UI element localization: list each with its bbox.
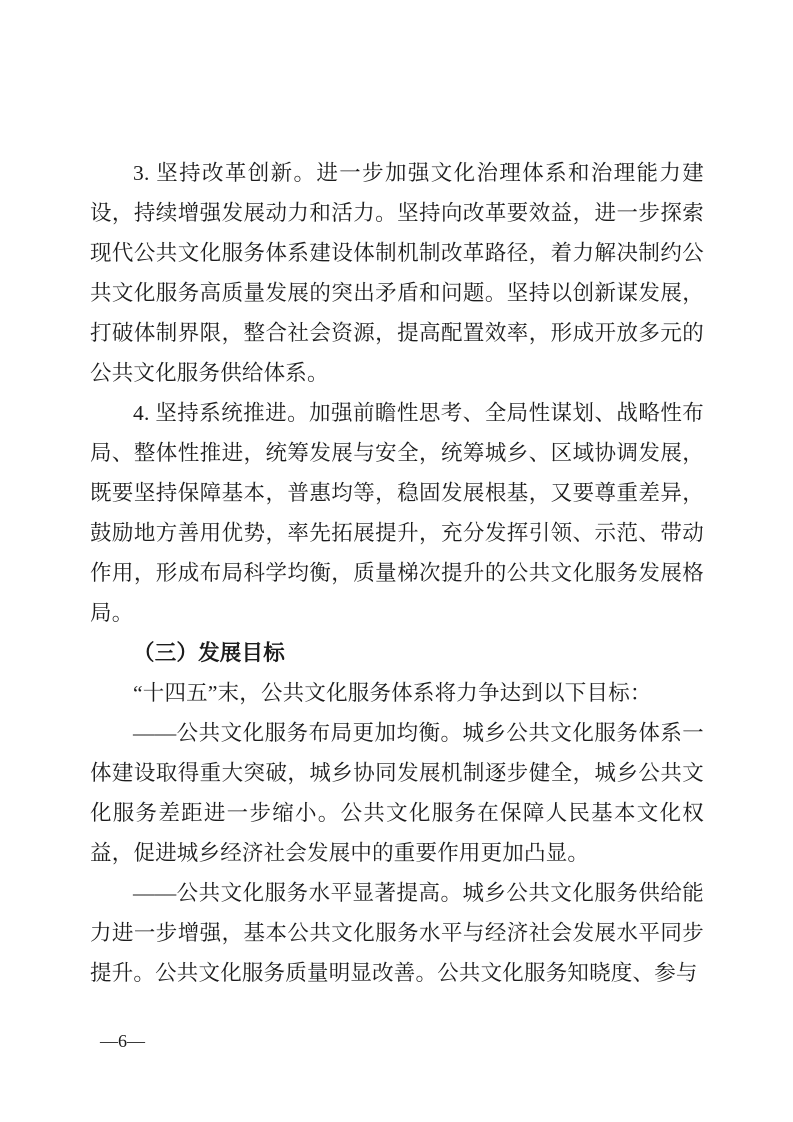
section-heading-development-goals: （三）发展目标	[133, 641, 285, 665]
paragraph-goal-balanced-layout: ——公共文化服务布局更加均衡。城乡公共文化服务体系一体建设取得重大突破，城乡协同发展机制逐步健全，城乡公共文化服务差距进一步缩小。公共文化服务在保障人民基本文化权益，促进城乡经济社会发展中的重要作用更加凸显。	[90, 721, 704, 865]
paragraph-14th-five-year-goal-intro: “十四五”末，公共文化服务体系将力争达到以下目标：	[133, 681, 652, 705]
paragraph-reform-innovation: 3. 坚持改革创新。进一步加强文化治理体系和治理能力建设，持续增强发展动力和活力。坚持向改革要效益，进一步探索现代公共文化服务体系建设体制机制改革路径，着力解决制约公共文化服务高质量发展的突出矛盾和问题。坚持以创新谋发展，打破体制界限，整合社会资源，提高配置效率，形成开放多元的公共文化服务供给体系。	[90, 161, 704, 385]
document-body	[90, 153, 704, 993]
paragraph-systematic-advance: 4. 坚持系统推进。加强前瞻性思考、全局性谋划、战略性布局、整体性推进，统筹发展与安全，统筹城乡、区域协调发展，既要坚持保障基本，普惠均等，稳固发展根基，又要尊重差异，鼓励地方善用优势，率先拓展提升，充分发挥引领、示范、带动作用，形成布局科学均衡，质量梯次提升的公共文化服务发展格局。	[90, 401, 704, 625]
page-number: —6—	[100, 1031, 145, 1051]
paragraph-goal-service-level: ——公共文化服务水平显著提高。城乡公共文化服务供给能力进一步增强，基本公共文化服务水平与经济社会发展水平同步提升。公共文化服务质量明显改善。公共文化服务知晓度、参与	[90, 881, 704, 985]
